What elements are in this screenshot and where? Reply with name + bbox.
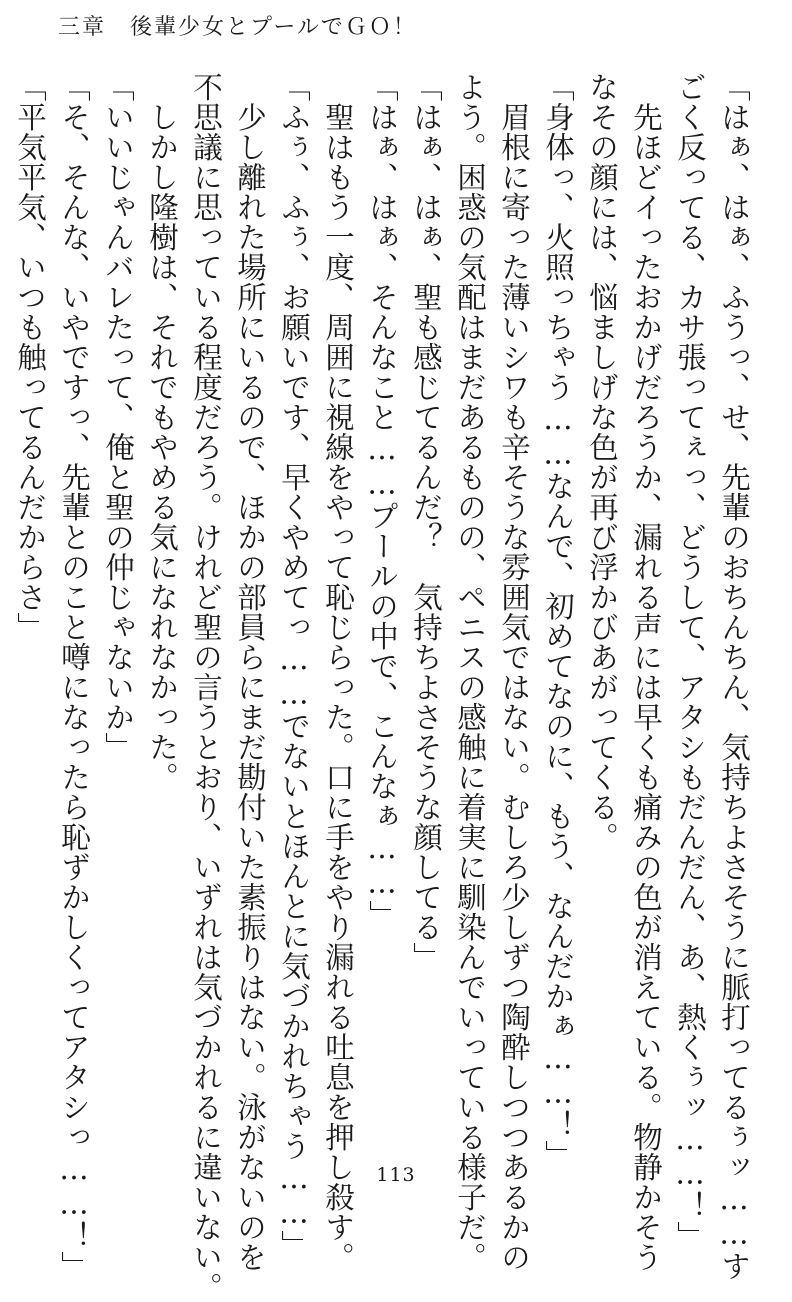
text-line: 「はぁ、はぁ、聖も感じてるんだ？ 気持ちよさそうな顔してる」: [409, 72, 443, 972]
text-line: 「身体っ、火照っちゃう……なんで、初めてなのに、もう、なんだかぁ……！」: [541, 72, 575, 1170]
text-line: 「ふぅ、ふぅ、お願いです、早くやめてっ……でないとほんとに気づかれちゃう……」: [277, 72, 311, 1260]
text-line: 「はぁ、はぁ、そんなこと……プールの中で、こんなぁ……」: [365, 72, 399, 930]
text-line: よう。困惑の気配はまだあるものの、ペニスの感触に着実に馴染んでいっている様子だ。: [453, 72, 487, 1272]
text-line: しかし隆樹は、それでもやめる気になれなかった。: [145, 102, 179, 792]
text-line: 「はぁ、はぁ、ふうっ、せ、先輩のおちんちん、気持ちよさそうに脈打ってるぅッ……す: [717, 72, 751, 1281]
text-line: 少し離れた場所にいるので、ほかの部員らにまだ勘付いた素振りはない。泳がないのを: [233, 102, 267, 1272]
text-line: 「そ、そんな、いやですっ、先輩とのこと噂になったら恥ずかしくってアタシっ……！」: [57, 72, 91, 1281]
page-number: 113: [376, 1164, 416, 1186]
text-line: ごく反ってる、カサ張ってぇっ、どうして、アタシもだんだん、あ、熱くぅッ……！」: [673, 72, 707, 1251]
text-line: 不思議に思っている程度だろう。けれど聖の言うとおり、いずれは気づかれるに違いない。: [189, 72, 223, 1302]
text-line: 先ほどイったおかげだろうか、漏れる声には早くも痛みの色が消えている。物静かそう: [629, 102, 663, 1272]
text-line: なその顔には、悩ましげな色が再び浮かびあがってくる。: [585, 72, 619, 852]
text-line: 「平気平気、いつも触ってるんだからさ」: [13, 72, 47, 642]
text-line: 「いいじゃんバレたって、俺と聖の仲じゃないか」: [101, 72, 135, 762]
chapter-header: 三章 後輩少女とプールでＧＯ！: [58, 15, 417, 40]
text-line: 眉根に寄った薄いシワも辛そうな雰囲気ではない。むしろ少しずつ陶酔しつつあるかの: [497, 102, 531, 1272]
text-line: 聖はもう一度、周囲に視線をやって恥じらった。口に手をやり漏れる吐息を押し殺す。: [321, 102, 355, 1272]
